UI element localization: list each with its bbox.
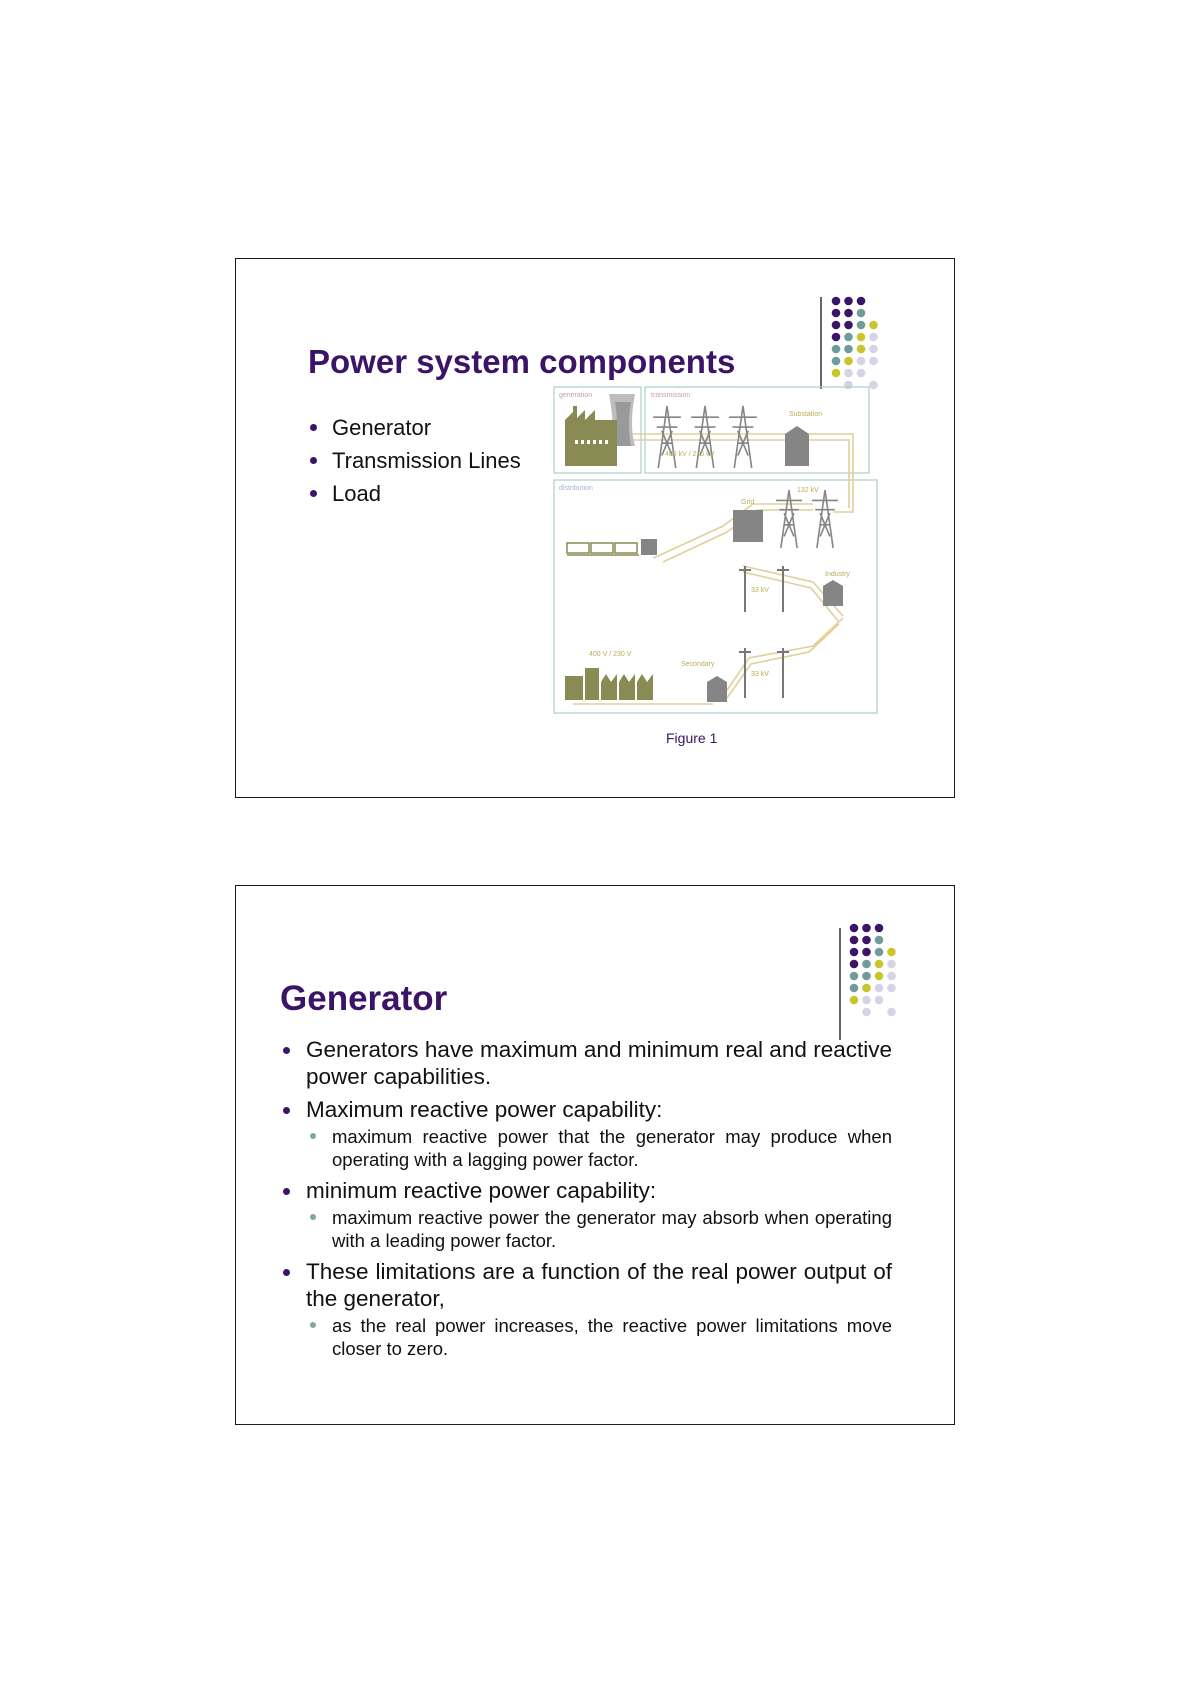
voltage-132-label: 132 kV [797, 487, 819, 494]
substation-icon [785, 426, 809, 466]
bullet-text: Maximum reactive power capability: [306, 1097, 663, 1122]
decor-dot [850, 936, 859, 945]
decor-dot-grid [830, 295, 906, 391]
decor-dot [875, 984, 884, 993]
decor-dot [850, 984, 859, 993]
list-item: Load [308, 477, 521, 510]
decor-dot [869, 357, 878, 366]
bullet-text: These limitations are a function of the real power output of the generator, [306, 1259, 892, 1311]
decor-dot [850, 924, 859, 933]
list-item: Generator [308, 411, 521, 444]
pylon-icon [812, 490, 838, 548]
list-item [280, 1036, 892, 1090]
decor-dot [832, 357, 841, 366]
decor-dot [887, 960, 896, 969]
slide-power-system-components [235, 258, 955, 798]
industry-label: Industry [825, 571, 850, 578]
voltage-33a-label: 33 kV [751, 587, 769, 594]
pylon-icon [653, 406, 681, 468]
decor-dot [844, 345, 853, 354]
local-voltage-label: 400 V / 230 V [589, 651, 632, 658]
power-grid-figure [553, 386, 883, 726]
decor-divider-line [839, 928, 841, 1040]
decor-dot [857, 321, 866, 330]
list-item [280, 1177, 892, 1252]
decor-dot [857, 309, 866, 318]
decor-dot [869, 333, 878, 342]
bullet-text: minimum reactive power capability: [306, 1178, 657, 1203]
decor-dot [862, 984, 871, 993]
decor-dot [857, 345, 866, 354]
voltage-33b-label: 33 kV [751, 671, 769, 678]
sub-bullet-list [306, 1206, 892, 1252]
decor-dot [857, 369, 866, 378]
decor-dot [887, 972, 896, 981]
houses-icon [565, 668, 653, 700]
decor-dot [832, 333, 841, 342]
list-item [280, 1096, 892, 1171]
sub-list-item: maximum reactive power that the generator may produce when operating with a lagging power factor. [306, 1125, 892, 1171]
generation-label: generation [559, 392, 593, 399]
decor-dot [850, 960, 859, 969]
decor-dot [850, 948, 859, 957]
decor-dot [887, 984, 896, 993]
sub-bullet-list [306, 1125, 892, 1171]
secondary-substation-icon [707, 676, 727, 702]
industry-icon [823, 580, 843, 606]
decor-dot [857, 297, 866, 306]
decor-dot [844, 333, 853, 342]
decor-dot [887, 1008, 896, 1017]
slide-generator [235, 885, 955, 1425]
decor-dot [875, 996, 884, 1005]
decor-dot [875, 960, 884, 969]
decor-divider-line [820, 297, 822, 389]
decor-dot [850, 996, 859, 1005]
substation-label: Substation [789, 411, 823, 418]
bullet-list [308, 411, 521, 510]
decor-dot [862, 996, 871, 1005]
decor-dot [850, 972, 859, 981]
dot-grid-graphic [848, 922, 924, 1018]
decor-dot [875, 948, 884, 957]
decor-dot [875, 924, 884, 933]
decor-dot [875, 972, 884, 981]
pylon-icon [776, 490, 802, 548]
transmission-panel [645, 387, 869, 473]
decor-dot [844, 309, 853, 318]
decor-dot [844, 321, 853, 330]
decor-dot [832, 321, 841, 330]
sub-bullet-list [306, 1314, 892, 1360]
decor-dot [875, 936, 884, 945]
decor-dot [862, 1008, 871, 1017]
bullet-list [280, 1036, 892, 1366]
decor-dot [832, 345, 841, 354]
page-title: Generator [280, 979, 448, 1018]
decor-dot [862, 948, 871, 957]
distribution-label: distribution [559, 485, 593, 492]
decor-dot-grid [848, 922, 924, 1018]
decor-dot [844, 369, 853, 378]
railway-icon [567, 539, 657, 555]
decor-dot [832, 369, 841, 378]
secondary-label: Secondary [681, 661, 715, 668]
decor-dot [887, 948, 896, 957]
grid-substation-icon [733, 510, 763, 542]
list-item [280, 1258, 892, 1360]
sub-list-item: maximum reactive power the generator may absorb when operating with a leading power factor. [306, 1206, 892, 1252]
page-title: Power system components [308, 343, 736, 380]
power-grid-diagram [553, 386, 883, 721]
decor-dot [862, 924, 871, 933]
list-item: Transmission Lines [308, 444, 521, 477]
grid-label: Grid [741, 499, 755, 506]
decor-dot [844, 357, 853, 366]
decor-dot [862, 960, 871, 969]
decor-dot [857, 333, 866, 342]
sub-list-item: as the real power increases, the reactive power limitations move closer to zero. [306, 1314, 892, 1360]
distribution-poles [739, 566, 789, 698]
pylon-icon [729, 406, 757, 468]
transmission-label: transmission [651, 392, 691, 399]
decor-dot [862, 936, 871, 945]
decor-dot [862, 972, 871, 981]
bullet-text: Generators have maximum and minimum real and reactive power capabilities. [306, 1037, 892, 1089]
decor-dot [844, 297, 853, 306]
transmission-voltage-label: 400 kV / 275 kV [665, 451, 715, 458]
decor-dot [857, 357, 866, 366]
dot-grid-graphic [830, 295, 906, 391]
decor-dot [832, 309, 841, 318]
decor-dot [869, 321, 878, 330]
power-station-icon [565, 394, 635, 466]
figure-caption: Figure 1 [666, 730, 718, 746]
pylon-icon [691, 406, 719, 468]
decor-dot [869, 345, 878, 354]
decor-dot [832, 297, 841, 306]
